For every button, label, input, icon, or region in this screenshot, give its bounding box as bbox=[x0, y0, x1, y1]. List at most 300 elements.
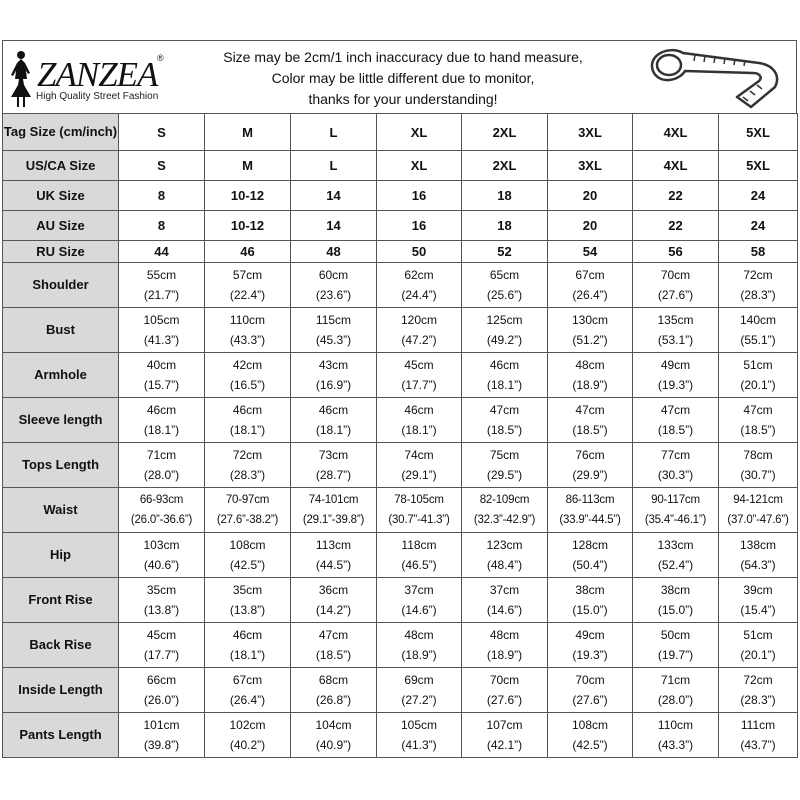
cm-value: 113cm bbox=[315, 538, 352, 552]
inch-value: (19.7”) bbox=[657, 648, 694, 662]
cm-value: 120cm bbox=[400, 313, 438, 327]
cm-value: 50cm bbox=[660, 628, 691, 642]
registered-mark: ® bbox=[157, 53, 164, 63]
size-row bbox=[3, 151, 798, 181]
measurement-label: Back Rise bbox=[3, 623, 119, 668]
cm-value: 72cm bbox=[743, 268, 773, 282]
cm-value: 67cm bbox=[575, 268, 605, 282]
cm-value: 55cm bbox=[146, 268, 177, 282]
measurement-cell bbox=[291, 533, 377, 578]
measurement-cell bbox=[119, 533, 205, 578]
inch-value: (24.4”) bbox=[401, 288, 437, 302]
cm-value: 66cm bbox=[146, 673, 177, 687]
measurement-cell bbox=[291, 398, 377, 443]
inch-value: (26.8”) bbox=[315, 693, 352, 707]
measurement-cell bbox=[548, 398, 633, 443]
inch-value: (37.0”-47.6”) bbox=[727, 514, 789, 526]
inch-value: (50.4”) bbox=[572, 558, 608, 572]
inch-value: (40.6”) bbox=[143, 558, 180, 572]
cm-value: 78cm bbox=[743, 448, 773, 462]
measurement-label: Tops Length bbox=[3, 443, 119, 488]
cm-value: 45cm bbox=[404, 358, 434, 372]
measurement-cell bbox=[719, 533, 798, 578]
measurement-cell bbox=[633, 263, 719, 308]
inch-value: (54.3”) bbox=[740, 558, 776, 572]
inch-value: (18.1”) bbox=[229, 423, 266, 437]
cm-value: 60cm bbox=[318, 268, 349, 282]
measurement-cell bbox=[462, 488, 548, 533]
cm-value: 86-113cm bbox=[565, 494, 615, 506]
measurement-cell bbox=[462, 668, 548, 713]
measurement-cell bbox=[719, 443, 798, 488]
inch-value: (19.3”) bbox=[657, 378, 694, 392]
cm-value: 118cm bbox=[401, 538, 437, 552]
cm-value: 107cm bbox=[486, 718, 523, 732]
measurement-cell bbox=[719, 668, 798, 713]
cm-value: 72cm bbox=[743, 673, 773, 687]
inch-value: (26.0”) bbox=[143, 693, 180, 707]
cm-value: 111cm bbox=[740, 718, 776, 732]
cm-value: 36cm bbox=[318, 583, 349, 597]
inch-value: (26.4”) bbox=[229, 693, 266, 707]
measurement-label: Armhole bbox=[3, 353, 119, 398]
size-cell: 22 bbox=[633, 211, 719, 241]
size-cell: 48 bbox=[291, 241, 377, 263]
measurement-cell bbox=[119, 353, 205, 398]
measurement-cell bbox=[205, 263, 291, 308]
inch-value: (30.7”) bbox=[740, 468, 776, 482]
cm-value: 108cm bbox=[571, 718, 609, 732]
measurement-cell bbox=[291, 263, 377, 308]
size-cell: 14 bbox=[291, 181, 377, 211]
size-cell: L bbox=[291, 151, 377, 181]
cm-value: 67cm bbox=[232, 673, 263, 687]
inch-value: (40.2”) bbox=[229, 738, 266, 752]
cm-value: 46cm bbox=[146, 403, 177, 417]
size-cell: XL bbox=[377, 114, 462, 151]
inch-value: (40.9”) bbox=[315, 738, 352, 752]
measurement-cell bbox=[633, 443, 719, 488]
notice-line-3: thanks for your understanding! bbox=[308, 91, 498, 107]
measurement-cell bbox=[633, 308, 719, 353]
inch-value: (49.2”) bbox=[486, 333, 523, 347]
measurement-cell bbox=[291, 668, 377, 713]
measurement-cell bbox=[719, 713, 798, 758]
inch-value: (18.5”) bbox=[315, 648, 352, 662]
inch-value: (27.6”) bbox=[486, 693, 523, 707]
inch-value: (18.1”) bbox=[486, 378, 523, 392]
cm-value: 62cm bbox=[404, 268, 434, 282]
cm-value: 125cm bbox=[486, 313, 523, 327]
inch-value: (20.1”) bbox=[740, 648, 776, 662]
measurement-cell bbox=[548, 308, 633, 353]
inch-value: (27.6”) bbox=[572, 693, 608, 707]
inch-value: (22.4”) bbox=[229, 288, 266, 302]
measurement-row bbox=[3, 623, 798, 668]
brand-name: ZANZEA bbox=[37, 55, 158, 94]
cm-value: 72cm bbox=[232, 448, 263, 462]
size-cell: 2XL bbox=[462, 114, 548, 151]
measurement-cell bbox=[462, 398, 548, 443]
inch-value: (29.1”-39.8”) bbox=[302, 514, 365, 526]
size-row bbox=[3, 114, 798, 151]
brand-tagline: High Quality Street Fashion bbox=[36, 91, 159, 102]
measurement-label: Hip bbox=[3, 533, 119, 578]
measuring-tape-icon bbox=[639, 41, 789, 113]
size-cell: M bbox=[205, 151, 291, 181]
measurement-label: Front Rise bbox=[3, 578, 119, 623]
measurement-row bbox=[3, 308, 798, 353]
cm-value: 40cm bbox=[146, 358, 177, 372]
measurement-cell bbox=[377, 398, 462, 443]
inch-value: (42.1”) bbox=[486, 738, 523, 752]
measurement-cell bbox=[119, 488, 205, 533]
measurement-cell bbox=[377, 263, 462, 308]
measurement-cell bbox=[719, 263, 798, 308]
cm-value: 135cm bbox=[657, 313, 694, 327]
cm-value: 94-121cm bbox=[733, 494, 783, 506]
measurement-cell bbox=[377, 533, 462, 578]
inch-value: (33.9”-44.5”) bbox=[559, 514, 621, 526]
inch-value: (30.3”) bbox=[657, 468, 694, 482]
measurement-cell bbox=[291, 623, 377, 668]
header-banner bbox=[2, 40, 797, 114]
size-cell: 16 bbox=[377, 181, 462, 211]
measurement-cell bbox=[291, 353, 377, 398]
inch-value: (18.9”) bbox=[401, 648, 437, 662]
inch-value: (43.3”) bbox=[657, 738, 694, 752]
cm-value: 110cm bbox=[229, 313, 266, 327]
inch-value: (28.3”) bbox=[229, 468, 266, 482]
cm-value: 74cm bbox=[404, 448, 434, 462]
inch-value: (15.7”) bbox=[143, 378, 180, 392]
size-cell: 14 bbox=[291, 211, 377, 241]
measurement-cell bbox=[462, 533, 548, 578]
cm-value: 68cm bbox=[318, 673, 349, 687]
cm-value: 47cm bbox=[489, 403, 520, 417]
measurement-cell bbox=[633, 623, 719, 668]
measurement-cell bbox=[719, 623, 798, 668]
cm-value: 110cm bbox=[657, 718, 694, 732]
size-cell: 5XL bbox=[719, 114, 798, 151]
measurement-cell bbox=[548, 713, 633, 758]
measurement-cell bbox=[205, 533, 291, 578]
size-cell: 8 bbox=[119, 211, 205, 241]
notice-text bbox=[193, 47, 613, 110]
size-cell: S bbox=[119, 151, 205, 181]
cm-value: 35cm bbox=[232, 583, 263, 597]
size-cell: 46 bbox=[205, 241, 291, 263]
cm-value: 73cm bbox=[318, 448, 349, 462]
measurement-cell bbox=[633, 713, 719, 758]
measurement-cell bbox=[548, 353, 633, 398]
measurement-cell bbox=[548, 443, 633, 488]
inch-value: (18.5”) bbox=[657, 423, 694, 437]
inch-value: (14.2”) bbox=[315, 603, 352, 617]
size-row-label: RU Size bbox=[3, 241, 119, 263]
inch-value: (39.8”) bbox=[143, 738, 180, 752]
size-cell: 24 bbox=[719, 211, 798, 241]
cm-value: 133cm bbox=[657, 538, 694, 552]
inch-value: (13.8”) bbox=[143, 603, 180, 617]
measurement-cell bbox=[205, 398, 291, 443]
measurement-cell bbox=[119, 578, 205, 623]
measurement-row bbox=[3, 668, 798, 713]
cm-value: 46cm bbox=[404, 403, 434, 417]
cm-value: 108cm bbox=[229, 538, 266, 552]
measurement-cell bbox=[548, 578, 633, 623]
measurement-cell bbox=[205, 443, 291, 488]
cm-value: 70cm bbox=[575, 673, 605, 687]
inch-value: (20.1”) bbox=[740, 378, 776, 392]
measurement-label: Sleeve length bbox=[3, 398, 119, 443]
cm-value: 105cm bbox=[143, 313, 180, 327]
measurement-label: Inside Length bbox=[3, 668, 119, 713]
inch-value: (28.3”) bbox=[740, 288, 776, 302]
size-cell: S bbox=[119, 114, 205, 151]
cm-value: 76cm bbox=[575, 448, 605, 462]
inch-value: (21.7”) bbox=[143, 288, 180, 302]
size-cell: 54 bbox=[548, 241, 633, 263]
cm-value: 70cm bbox=[660, 268, 691, 282]
inch-value: (15.0”) bbox=[572, 603, 608, 617]
measurement-row bbox=[3, 263, 798, 308]
size-cell: 20 bbox=[548, 211, 633, 241]
inch-value: (15.4”) bbox=[740, 603, 776, 617]
cm-value: 42cm bbox=[232, 358, 263, 372]
inch-value: (47.2”) bbox=[401, 333, 437, 347]
size-cell: 3XL bbox=[548, 151, 633, 181]
measurement-cell bbox=[633, 533, 719, 578]
size-cell: M bbox=[205, 114, 291, 151]
size-cell: 3XL bbox=[548, 114, 633, 151]
measurement-cell bbox=[548, 488, 633, 533]
notice-line-1: Size may be 2cm/1 inch inaccuracy due to hand measure, bbox=[223, 49, 583, 65]
inch-value: (16.9”) bbox=[315, 378, 352, 392]
cm-value: 123cm bbox=[486, 538, 523, 552]
measurement-cell bbox=[377, 623, 462, 668]
measurement-row bbox=[3, 443, 798, 488]
measurement-cell bbox=[462, 713, 548, 758]
inch-value: (32.3”-42.9”) bbox=[473, 514, 536, 526]
measurement-cell bbox=[462, 353, 548, 398]
cm-value: 138cm bbox=[739, 538, 777, 552]
measurement-row bbox=[3, 533, 798, 578]
inch-value: (35.4”-46.1”) bbox=[644, 514, 707, 526]
measurement-cell bbox=[205, 308, 291, 353]
measurement-cell bbox=[205, 353, 291, 398]
measurement-label: Bust bbox=[3, 308, 119, 353]
inch-value: (14.6”) bbox=[486, 603, 523, 617]
cm-value: 70-97cm bbox=[225, 494, 270, 506]
cm-value: 74-101cm bbox=[308, 494, 359, 506]
cm-value: 46cm bbox=[318, 403, 349, 417]
cm-value: 46cm bbox=[232, 628, 263, 642]
inch-value: (27.6”) bbox=[657, 288, 694, 302]
size-cell: 24 bbox=[719, 181, 798, 211]
measurement-cell bbox=[377, 668, 462, 713]
measurement-cell bbox=[119, 668, 205, 713]
cm-value: 66-93cm bbox=[139, 494, 184, 506]
measurement-cell bbox=[205, 578, 291, 623]
size-row bbox=[3, 211, 798, 241]
inch-value: (14.6”) bbox=[401, 603, 437, 617]
inch-value: (18.1”) bbox=[143, 423, 180, 437]
measurement-cell bbox=[633, 353, 719, 398]
cm-value: 77cm bbox=[660, 448, 691, 462]
measurement-cell bbox=[462, 578, 548, 623]
size-cell: 4XL bbox=[633, 151, 719, 181]
size-cell: 4XL bbox=[633, 114, 719, 151]
size-row-label: AU Size bbox=[3, 211, 119, 241]
cm-value: 101cm bbox=[143, 718, 180, 732]
inch-value: (42.5”) bbox=[229, 558, 266, 572]
size-cell: L bbox=[291, 114, 377, 151]
inch-value: (16.5”) bbox=[229, 378, 266, 392]
measurement-cell bbox=[719, 398, 798, 443]
size-row-label: UK Size bbox=[3, 181, 119, 211]
size-cell: 18 bbox=[462, 211, 548, 241]
measurement-cell bbox=[377, 353, 462, 398]
measurement-row bbox=[3, 398, 798, 443]
cm-value: 38cm bbox=[660, 583, 691, 597]
measurement-cell bbox=[548, 623, 633, 668]
cm-value: 70cm bbox=[489, 673, 520, 687]
inch-value: (18.9”) bbox=[486, 648, 523, 662]
cm-value: 105cm bbox=[400, 718, 438, 732]
measurement-cell bbox=[291, 578, 377, 623]
size-cell: 2XL bbox=[462, 151, 548, 181]
measurement-cell bbox=[719, 308, 798, 353]
size-cell: 18 bbox=[462, 181, 548, 211]
inch-value: (52.4”) bbox=[657, 558, 694, 572]
measurement-cell bbox=[291, 443, 377, 488]
measurement-row bbox=[3, 488, 798, 533]
cm-value: 48cm bbox=[404, 628, 434, 642]
cm-value: 57cm bbox=[232, 268, 263, 282]
cm-value: 37cm bbox=[489, 583, 520, 597]
inch-value: (27.2”) bbox=[401, 693, 437, 707]
inch-value: (29.1”) bbox=[401, 468, 437, 482]
measurement-cell bbox=[633, 668, 719, 713]
inch-value: (25.6”) bbox=[486, 288, 523, 302]
measurement-label: Shoulder bbox=[3, 263, 119, 308]
cm-value: 35cm bbox=[146, 583, 177, 597]
inch-value: (18.5”) bbox=[572, 423, 608, 437]
measurement-cell bbox=[719, 353, 798, 398]
measurement-cell bbox=[205, 713, 291, 758]
inch-value: (15.0”) bbox=[657, 603, 694, 617]
inch-value: (18.5”) bbox=[740, 423, 776, 437]
measurement-cell bbox=[377, 443, 462, 488]
size-row-label: Tag Size (cm/inch) bbox=[3, 114, 119, 151]
cm-value: 47cm bbox=[660, 403, 691, 417]
inch-value: (44.5”) bbox=[315, 558, 352, 572]
size-cell: 16 bbox=[377, 211, 462, 241]
cm-value: 115cm bbox=[315, 313, 352, 327]
brand-logo bbox=[7, 47, 182, 109]
cm-value: 130cm bbox=[571, 313, 609, 327]
inch-value: (53.1”) bbox=[657, 333, 694, 347]
size-row-label: US/CA Size bbox=[3, 151, 119, 181]
cm-value: 46cm bbox=[232, 403, 263, 417]
cm-value: 51cm bbox=[743, 628, 773, 642]
measurement-cell bbox=[633, 398, 719, 443]
cm-value: 75cm bbox=[489, 448, 520, 462]
inch-value: (29.5”) bbox=[486, 468, 523, 482]
measurement-cell bbox=[205, 623, 291, 668]
inch-value: (27.6”-38.2”) bbox=[216, 514, 279, 526]
cm-value: 49cm bbox=[575, 628, 605, 642]
inch-value: (18.9”) bbox=[572, 378, 608, 392]
measurement-cell bbox=[119, 623, 205, 668]
measurement-row bbox=[3, 353, 798, 398]
inch-value: (29.9”) bbox=[572, 468, 608, 482]
inch-value: (17.7”) bbox=[143, 648, 180, 662]
cm-value: 71cm bbox=[146, 448, 177, 462]
size-cell: 22 bbox=[633, 181, 719, 211]
cm-value: 39cm bbox=[743, 583, 773, 597]
measurement-cell bbox=[119, 398, 205, 443]
measurement-label: Waist bbox=[3, 488, 119, 533]
cm-value: 43cm bbox=[318, 358, 349, 372]
woman-silhouette-icon bbox=[7, 49, 35, 109]
size-cell: 5XL bbox=[719, 151, 798, 181]
cm-value: 38cm bbox=[575, 583, 605, 597]
inch-value: (28.0”) bbox=[143, 468, 180, 482]
measurement-cell bbox=[377, 308, 462, 353]
measurement-cell bbox=[719, 488, 798, 533]
cm-value: 69cm bbox=[404, 673, 434, 687]
cm-value: 65cm bbox=[489, 268, 520, 282]
cm-value: 47cm bbox=[318, 628, 349, 642]
size-cell: XL bbox=[377, 151, 462, 181]
inch-value: (18.1”) bbox=[401, 423, 437, 437]
measurement-cell bbox=[548, 263, 633, 308]
inch-value: (51.2”) bbox=[572, 333, 608, 347]
inch-value: (18.1”) bbox=[315, 423, 352, 437]
cm-value: 71cm bbox=[660, 673, 691, 687]
inch-value: (45.3”) bbox=[315, 333, 352, 347]
measurement-cell bbox=[548, 533, 633, 578]
size-cell: 10-12 bbox=[205, 211, 291, 241]
size-cell: 44 bbox=[119, 241, 205, 263]
cm-value: 104cm bbox=[315, 718, 352, 732]
size-cell: 10-12 bbox=[205, 181, 291, 211]
measurement-cell bbox=[119, 308, 205, 353]
cm-value: 78-105cm bbox=[394, 494, 444, 506]
size-cell: 52 bbox=[462, 241, 548, 263]
cm-value: 90-117cm bbox=[651, 494, 700, 506]
size-cell: 20 bbox=[548, 181, 633, 211]
cm-value: 82-109cm bbox=[479, 494, 530, 506]
size-row bbox=[3, 181, 798, 211]
measurement-cell bbox=[462, 443, 548, 488]
measurement-cell bbox=[377, 488, 462, 533]
cm-value: 103cm bbox=[143, 538, 180, 552]
inch-value: (48.4”) bbox=[486, 558, 523, 572]
inch-value: (28.0”) bbox=[657, 693, 694, 707]
cm-value: 128cm bbox=[571, 538, 609, 552]
notice-line-2: Color may be little different due to monitor, bbox=[271, 70, 535, 86]
inch-value: (41.3”) bbox=[143, 333, 180, 347]
cm-value: 48cm bbox=[489, 628, 520, 642]
measurement-cell bbox=[462, 623, 548, 668]
cm-value: 102cm bbox=[229, 718, 266, 732]
measurement-label: Pants Length bbox=[3, 713, 119, 758]
measurement-cell bbox=[633, 578, 719, 623]
measurement-cell bbox=[205, 668, 291, 713]
